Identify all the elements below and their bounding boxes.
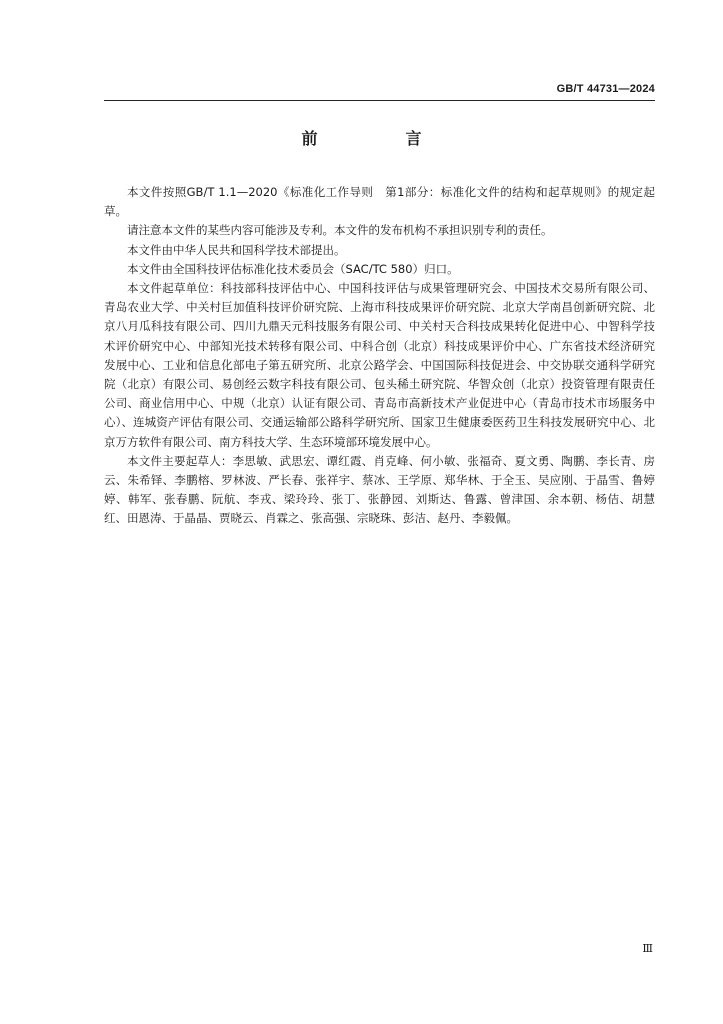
page-number: Ⅲ [642,942,653,955]
paragraph-administrator: 本文件由全国科技评估标准化技术委员会（SAC/TC 580）归口。 [127,261,459,276]
paragraph-drafters: 本文件主要起草人：李思敏、武思宏、谭红霞、肖克峰、何小敏、张福奇、夏文勇、陶鹏、李长青、房云、朱希铎、李鹏榕、罗林波、严长春、张祥宇、蔡冰、王学原、郑华林、于全玉、吴应刚、于晶雪、鲁婷婷、韩军、张春鹏、阮航、李戎、梁玲玲、张丁、张静园、刘斯达、鲁露、曾津国、余本朝、杨佶、胡慧红、田恩涛、于晶晶、贾晓云、肖霖之、张高强、宗晓珠、彭洁、赵丹、李毅佩。 [104,453,655,526]
paragraph-patent-notice: 请注意本文件的某些内容可能涉及专利。本文件的发布机构不承担识别专利的责任。 [127,223,553,238]
page-title: 前 言 [301,129,458,148]
paragraph-drafting-units: 本文件起草单位：科技部科技评估中心、中国科技评估与成果管理研究会、中国技术交易所有限公司、青岛农业大学、中关村巨加值科技评价研究院、上海市科技成果评价研究院、北京大学南昌创新研究院、北京八月瓜科技有限公司、四川九鼎天元科技服务有限公司、中关村天合科技成果转化促进中心、中智科学技术评价研究中心、中部知光技术转移有限公司、中科合创（北京）科技成果评价中心、广东省技术经济研究发展中心、工业和信息化部电子第五研究所、北京公路学会、中国国际科技促进会、中交协联交通科学研究院（北京）有限公司、易创经云数字科技有限公司、包头稀土研究院、华智众创（北京）投资管理有限责任公司、商业信用中心、中规（北京）认证有限公司、青岛市高新技术产业促进中心（青岛市技术市场服务中心）、连城资产评估有限公司、交通运输部公路科学研究所、国家卫生健康委医药卫生科技发展研究中心、北京万方软件有限公司、南方科技大学、生态环境部环境发展中心。 [104,281,655,449]
standard-number: GB/T 44731—2024 [556,83,655,95]
body-text [104,183,655,529]
paragraph-proposer: 本文件由中华人民共和国科学技术部提出。 [127,242,346,257]
header-rule [104,100,655,101]
paragraph-drafting-rules: 本文件按照GB/T 1.1—2020《标准化工作导则 第1部分：标准化文件的结构和起草规则》的规定起草。 [104,185,655,219]
